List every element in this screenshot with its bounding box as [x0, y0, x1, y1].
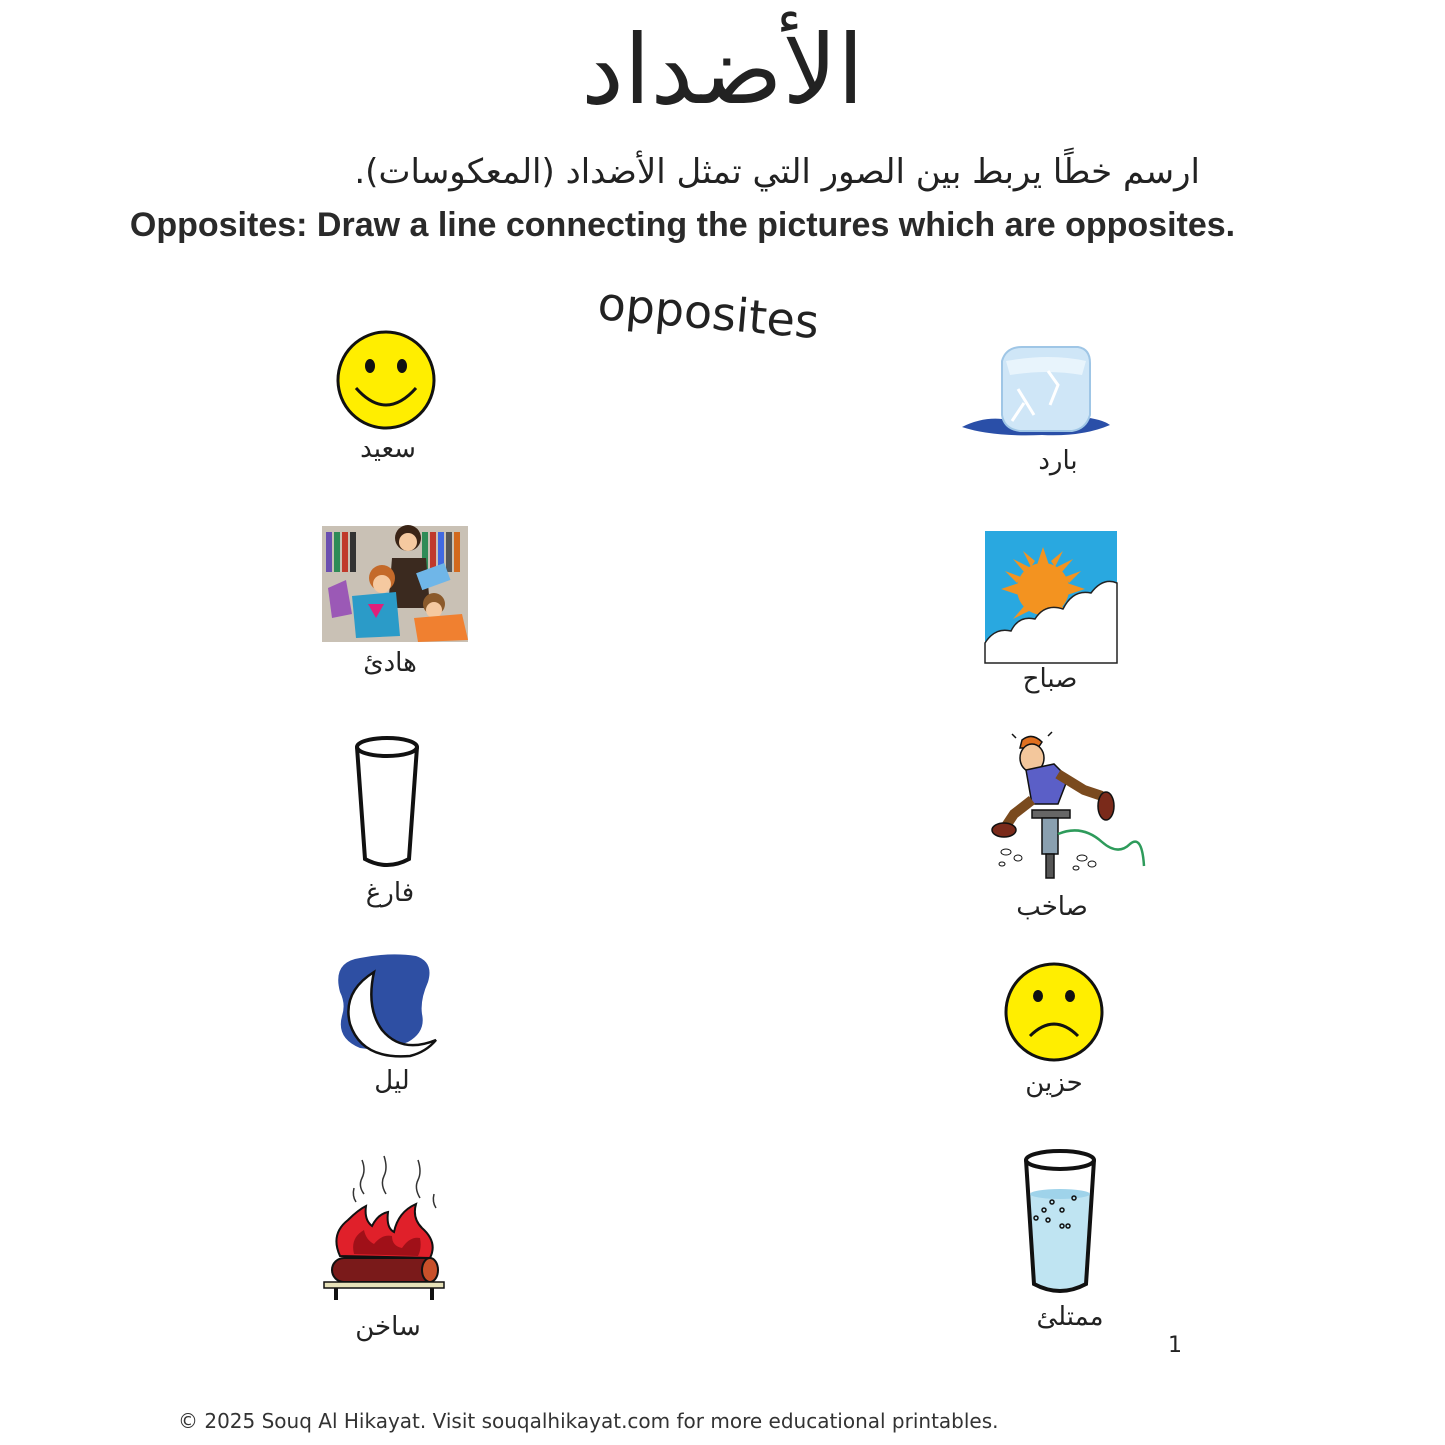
- label-sad: حزين: [1025, 1068, 1083, 1098]
- label-happy: سعيد: [360, 434, 416, 464]
- sun-icon[interactable]: [985, 531, 1117, 663]
- ice-cube-icon[interactable]: [962, 345, 1110, 437]
- jackhammer-icon[interactable]: [992, 734, 1146, 884]
- fire-icon[interactable]: [322, 1154, 446, 1304]
- page-number: 1: [1168, 1333, 1182, 1358]
- page-title: الأضداد: [581, 14, 864, 126]
- label-night: ليل: [374, 1066, 410, 1096]
- label-quiet: هادئ: [363, 648, 417, 678]
- full-glass-icon[interactable]: [1022, 1148, 1098, 1296]
- label-full: ممتلئ: [1036, 1302, 1104, 1332]
- label-morning: صباح: [1022, 664, 1078, 694]
- moon-icon[interactable]: [330, 952, 438, 1064]
- instruction-english: Opposites: Draw a line connecting the pictures which are opposites.: [129, 206, 1236, 244]
- subtitle: opposites: [595, 276, 822, 350]
- instruction-arabic: ارسم خطًا يربط بين الصور التي تمثل الأضداد (المعكوسات).: [354, 152, 1200, 192]
- children-reading-icon[interactable]: [322, 518, 468, 644]
- label-noisy: صاخب: [1016, 892, 1088, 922]
- sad-face-icon[interactable]: [1004, 962, 1106, 1064]
- empty-glass-icon[interactable]: [353, 735, 421, 869]
- footer-copyright: © 2025 Souq Al Hikayat. Visit souqalhikayat.com for more educational printables.: [178, 1409, 999, 1433]
- label-hot: ساخن: [355, 1312, 421, 1342]
- label-empty: فارغ: [365, 878, 415, 908]
- label-cold: بارد: [1038, 446, 1078, 476]
- happy-face-icon[interactable]: [336, 330, 438, 430]
